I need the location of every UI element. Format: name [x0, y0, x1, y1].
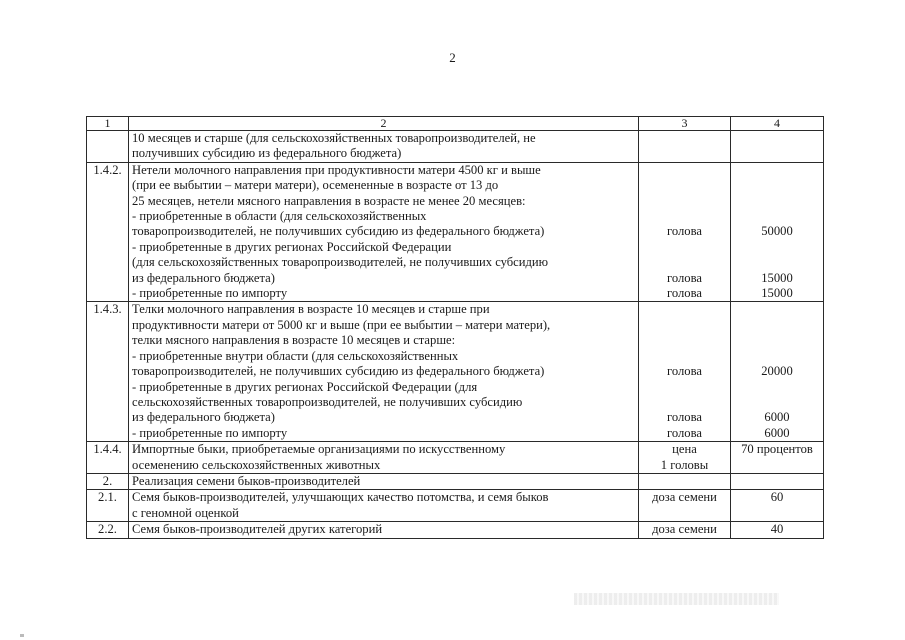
- amount-cell: [731, 131, 824, 163]
- row-description-line: Нетели молочного направления при продуктивности матери 4500 кг и выше: [132, 162, 541, 177]
- header-cell: 4: [731, 117, 824, 131]
- row-description: [129, 522, 639, 538]
- row-description-line: из федерального бюджета): [132, 410, 275, 425]
- row-description-line: Реализация семени быков-производителей: [132, 473, 361, 488]
- row-description-line: с геномной оценкой: [132, 505, 239, 520]
- amount-cell-line: [734, 380, 820, 395]
- amount-cell-line: 50000: [761, 224, 793, 239]
- amount-cell-line: 6000: [764, 425, 790, 440]
- unit-cell: [639, 490, 731, 522]
- unit-cell: [639, 302, 731, 442]
- amount-cell: [731, 162, 824, 302]
- table-row: [87, 473, 824, 489]
- unit-cell-line: доза семени: [652, 490, 717, 505]
- unit-cell-line: [642, 255, 727, 270]
- row-description-line: сельскохозяйственных товаропроизводителей, не получивших субсидию: [132, 394, 523, 409]
- row-description: [129, 162, 639, 302]
- amount-cell-line: [734, 302, 820, 317]
- amount-cell-line: [734, 178, 820, 193]
- table-row: [87, 302, 824, 442]
- unit-cell: [639, 162, 731, 302]
- amount-cell-line: 20000: [761, 364, 793, 379]
- amount-cell-line: 6000: [764, 410, 790, 425]
- scan-mark: [20, 634, 24, 637]
- unit-cell: [639, 473, 731, 489]
- unit-cell: [639, 442, 731, 474]
- page-number: 2: [449, 50, 456, 65]
- unit-cell-line: [642, 318, 727, 333]
- row-description-line: (для сельскохозяйственных товаропроизводителей, не получивших субсидию: [132, 255, 549, 270]
- row-description-line: товаропроизводителей, не получивших субсидию из федерального бюджета): [132, 364, 545, 379]
- unit-cell-line: [642, 240, 727, 255]
- row-number: [87, 131, 129, 163]
- amount-cell-line: 15000: [761, 286, 793, 301]
- unit-cell: [639, 522, 731, 538]
- amount-cell-line: [734, 395, 820, 410]
- amount-cell-line: [734, 349, 820, 364]
- unit-cell-line: голова: [667, 270, 702, 285]
- row-description-line: 10 месяцев и старше (для сельскохозяйственных товаропроизводителей, не: [132, 131, 536, 145]
- row-description: [129, 302, 639, 442]
- unit-cell-line: [642, 209, 727, 224]
- amount-cell-line: [734, 240, 820, 255]
- row-description-line: продуктивности матери от 5000 кг и выше (при ее выбытии – матери матери),: [132, 317, 551, 332]
- tariff-table: [86, 116, 824, 539]
- row-description: [129, 490, 639, 522]
- unit-cell-line: 1 головы: [660, 457, 709, 472]
- unit-cell-line: [642, 163, 727, 178]
- row-description-line: товаропроизводителей, не получивших субсидию из федерального бюджета): [132, 224, 545, 239]
- row-description-line: - приобретенные в других регионах Российской Федерации (для: [132, 379, 478, 394]
- row-description-line: Семя быков-производителей, улучшающих качество потомства, и семя быков: [132, 490, 549, 505]
- row-description-line: - приобретенные внутри области (для сельскохозяйственных: [132, 348, 459, 363]
- row-description-line: Семя быков-производителей других категорий: [132, 522, 383, 537]
- row-description-line: - приобретенные в области (для сельскохозяйственных: [132, 209, 427, 224]
- row-description-line: - приобретенные в других регионах Российской Федерации: [132, 239, 452, 254]
- table-row: [87, 162, 824, 302]
- amount-cell: [731, 473, 824, 489]
- table-row: [87, 131, 824, 163]
- row-description-line: 25 месяцев, нетели мясного направления в возрасте не менее 20 месяцев:: [132, 193, 526, 208]
- row-description-line: Телки молочного направления в возрасте 10 месяцев и старше при: [132, 302, 490, 317]
- row-number: 1.4.3.: [87, 302, 129, 442]
- unit-cell-line: доза семени: [652, 522, 717, 537]
- header-cell: 3: [639, 117, 731, 131]
- amount-cell-line: 40: [770, 522, 784, 537]
- row-description-line: (при ее выбытии – матери матери), осемененные в возрасте от 13 до: [132, 178, 499, 193]
- row-description-line: - приобретенные по импорту: [132, 425, 288, 440]
- unit-cell-line: голова: [667, 286, 702, 301]
- row-number: 2.: [87, 473, 129, 489]
- row-description-line: получивших субсидию из федерального бюджета): [132, 146, 402, 161]
- amount-cell: [731, 442, 824, 474]
- row-description-line: Импортные быки, приобретаемые организациями по искусственному: [132, 442, 506, 457]
- row-description-line: из федерального бюджета): [132, 270, 275, 285]
- row-number: 2.1.: [87, 490, 129, 522]
- amount-cell: [731, 490, 824, 522]
- row-description: [129, 442, 639, 474]
- unit-cell-line: [642, 380, 727, 395]
- unit-cell-line: голова: [667, 410, 702, 425]
- table-row: [87, 442, 824, 474]
- unit-cell-line: [642, 194, 727, 209]
- unit-cell-line: [642, 349, 727, 364]
- table-header-row: [87, 117, 824, 131]
- faded-stamp: [574, 593, 779, 605]
- amount-cell-line: 15000: [761, 270, 793, 285]
- table-row: [87, 522, 824, 538]
- amount-cell-line: [734, 194, 820, 209]
- unit-cell-line: голова: [667, 425, 702, 440]
- unit-cell: [639, 131, 731, 163]
- amount-cell: [731, 522, 824, 538]
- unit-cell-line: [642, 178, 727, 193]
- amount-cell-line: [734, 333, 820, 348]
- row-description: [129, 131, 639, 163]
- header-cell: 2: [129, 117, 639, 131]
- row-number: 1.4.2.: [87, 162, 129, 302]
- amount-cell-line: [734, 163, 820, 178]
- header-cell: 1: [87, 117, 129, 131]
- amount-cell: [731, 302, 824, 442]
- row-description-line: осеменению сельскохозяйственных животных: [132, 457, 381, 472]
- row-description: [129, 473, 639, 489]
- row-number: 1.4.4.: [87, 442, 129, 474]
- unit-cell-line: цена: [672, 442, 697, 457]
- unit-cell-line: [642, 333, 727, 348]
- table-row: [87, 490, 824, 522]
- unit-cell-line: голова: [667, 364, 702, 379]
- unit-cell-line: [642, 395, 727, 410]
- row-description-line: телки мясного направления в возрасте 10 месяцев и старше:: [132, 333, 456, 348]
- amount-cell-line: [734, 209, 820, 224]
- row-number: 2.2.: [87, 522, 129, 538]
- amount-cell-line: 60: [770, 490, 784, 505]
- unit-cell-line: [642, 302, 727, 317]
- unit-cell-line: голова: [667, 224, 702, 239]
- row-description-line: - приобретенные по импорту: [132, 286, 288, 301]
- amount-cell-line: [734, 318, 820, 333]
- amount-cell-line: 70 процентов: [741, 442, 813, 457]
- amount-cell-line: [734, 255, 820, 270]
